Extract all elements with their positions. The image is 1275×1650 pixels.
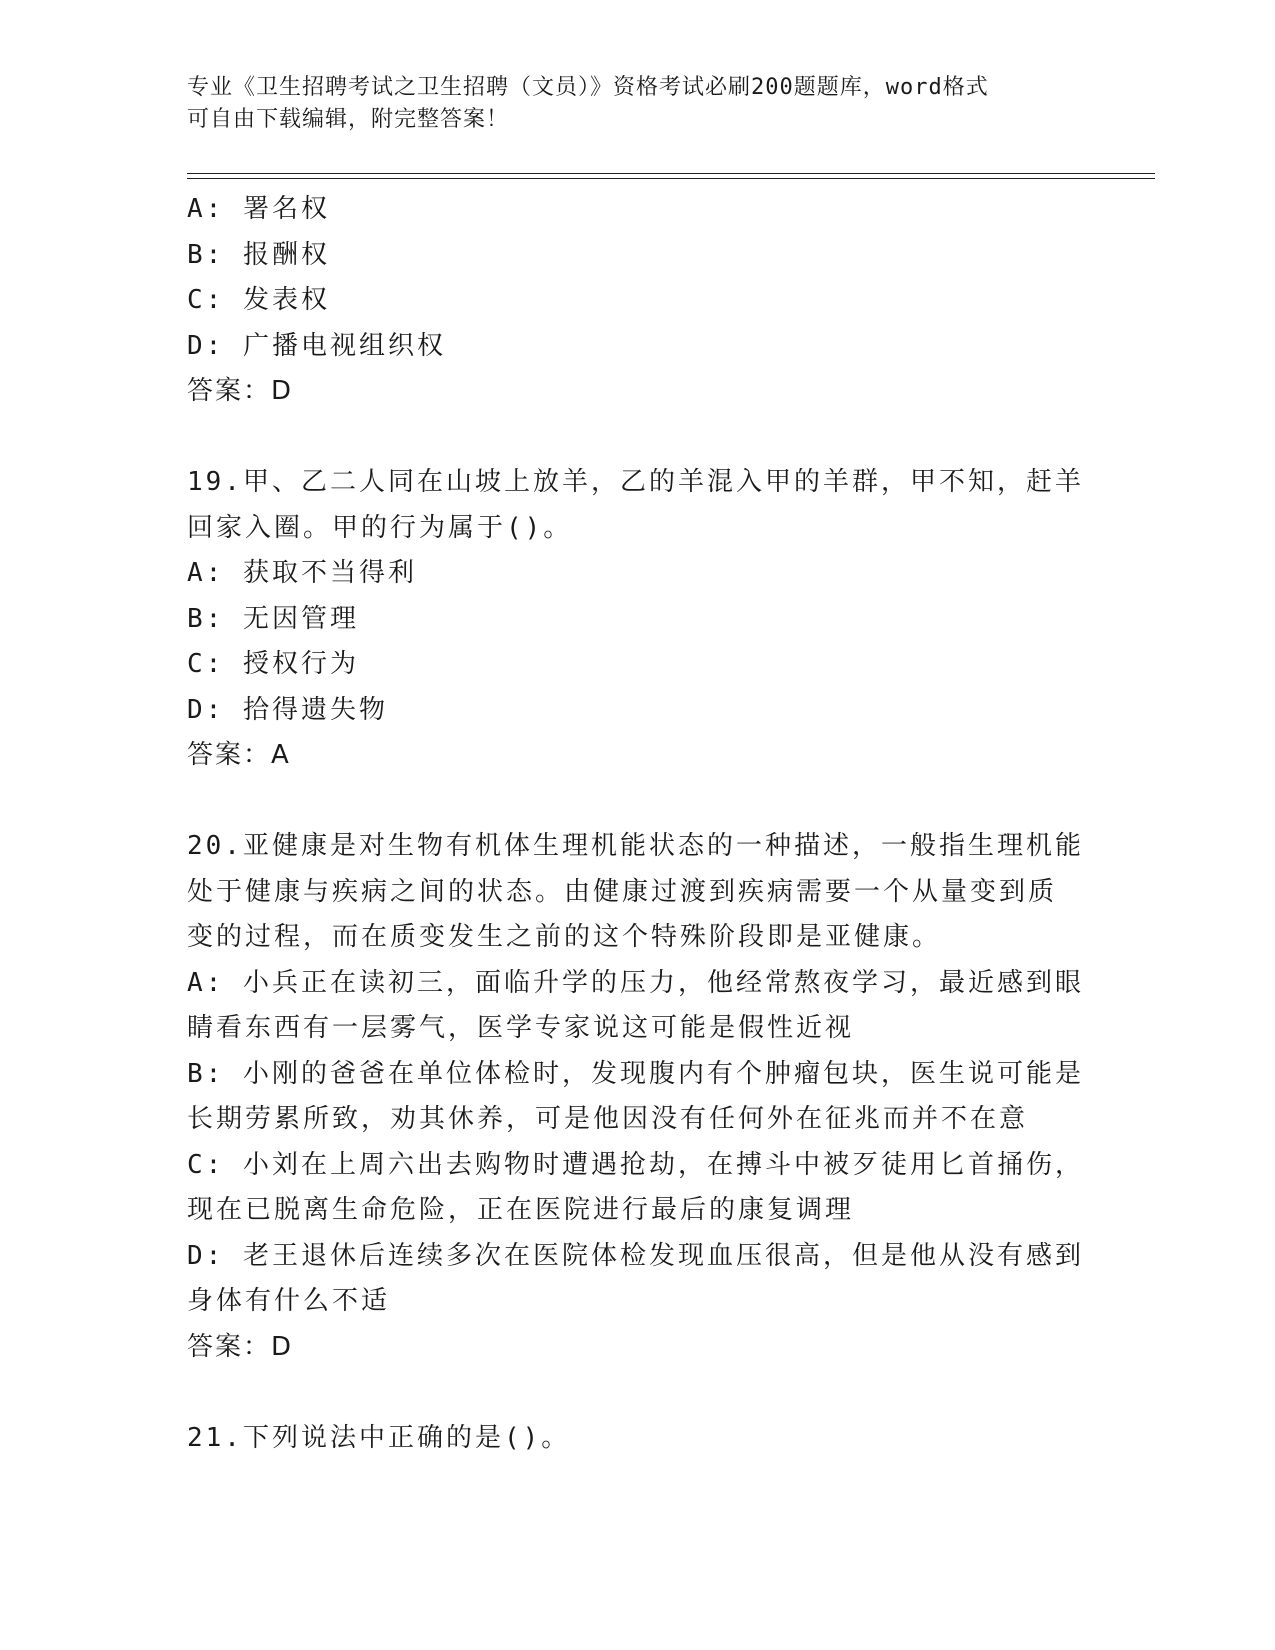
q20-option-c-line-1: C: 小刘在上周六出去购物时遭遇抢劫，在搏斗中被歹徒用匕首捅伤， — [187, 1149, 1084, 1180]
q18-option-a: A: 署名权 — [187, 194, 330, 224]
q20-stem-line-3: 变的过程，而在质变发生之前的这个特殊阶段即是亚健康。 — [187, 922, 942, 952]
question-21-block — [187, 1416, 1067, 1462]
question-18-block — [187, 187, 1067, 415]
q20-option-d-line-1: D: 老王退休后连续多次在医院体检发现血压很高，但是他从没有感到 — [187, 1240, 1084, 1271]
q20-stem-line-2: 处于健康与疾病之间的状态。由健康过渡到疾病需要一个从量变到质 — [187, 876, 1058, 907]
q19-answer: 答案：A — [187, 740, 291, 770]
q18-option-d: D: 广播电视组织权 — [187, 330, 446, 361]
q21-stem: 21.下列说法中正确的是()。 — [187, 1422, 571, 1453]
spacer — [187, 779, 1067, 825]
q20-option-b-line-2: 长期劳累所致，劝其休养，可是他因没有任何外在征兆而并不在意 — [187, 1104, 1029, 1134]
header-rule-bottom — [187, 178, 1155, 179]
q20-option-a-line-2: 睛看东西有一层雾气，医学专家说这可能是假性近视 — [187, 1013, 855, 1043]
q18-option-c: C: 发表权 — [187, 285, 330, 315]
q18-option-b: B: 报酬权 — [187, 239, 330, 270]
q19-stem-line-1: 19.甲、乙二人同在山坡上放羊，乙的羊混入甲的羊群，甲不知，赶羊 — [187, 467, 1084, 497]
q19-option-a: A: 获取不当得利 — [187, 558, 417, 588]
q20-answer: 答案：D — [187, 1331, 294, 1362]
header-rule-top — [187, 173, 1155, 174]
header-line-1: 专业《卫生招聘考试之卫生招聘（文员）》资格考试必刷200题题库，word格式 — [187, 75, 989, 100]
question-20-block — [187, 824, 1084, 1370]
spacer — [187, 415, 1067, 461]
q20-stem-line-1: 20.亚健康是对生物有机体生理机能状态的一种描述，一般指生理机能 — [187, 831, 1084, 861]
question-content — [187, 187, 1084, 1461]
q18-answer: 答案：D — [187, 376, 294, 406]
q19-stem-line-2: 回家入圈。甲的行为属于()。 — [187, 512, 573, 543]
q19-option-d: D: 拾得遗失物 — [187, 694, 388, 725]
q19-option-b: B: 无因管理 — [187, 603, 359, 634]
header-line-2: 可自由下载编辑，附完整答案！ — [187, 107, 510, 132]
question-19-block — [187, 460, 1084, 779]
q20-option-c-line-2: 现在已脱离生命危险，正在医院进行最后的康复调理 — [187, 1195, 855, 1225]
q20-option-b-line-1: B: 小刚的爸爸在单位体检时，发现腹内有个肿瘤包块，医生说可能是 — [187, 1058, 1084, 1089]
document-header — [187, 72, 1087, 136]
q20-option-a-line-1: A: 小兵正在读初三，面临升学的压力，他经常熬夜学习，最近感到眼 — [187, 967, 1084, 998]
q19-option-c: C: 授权行为 — [187, 649, 359, 679]
q20-option-d-line-2: 身体有什么不适 — [187, 1286, 391, 1316]
spacer — [187, 1370, 1067, 1416]
